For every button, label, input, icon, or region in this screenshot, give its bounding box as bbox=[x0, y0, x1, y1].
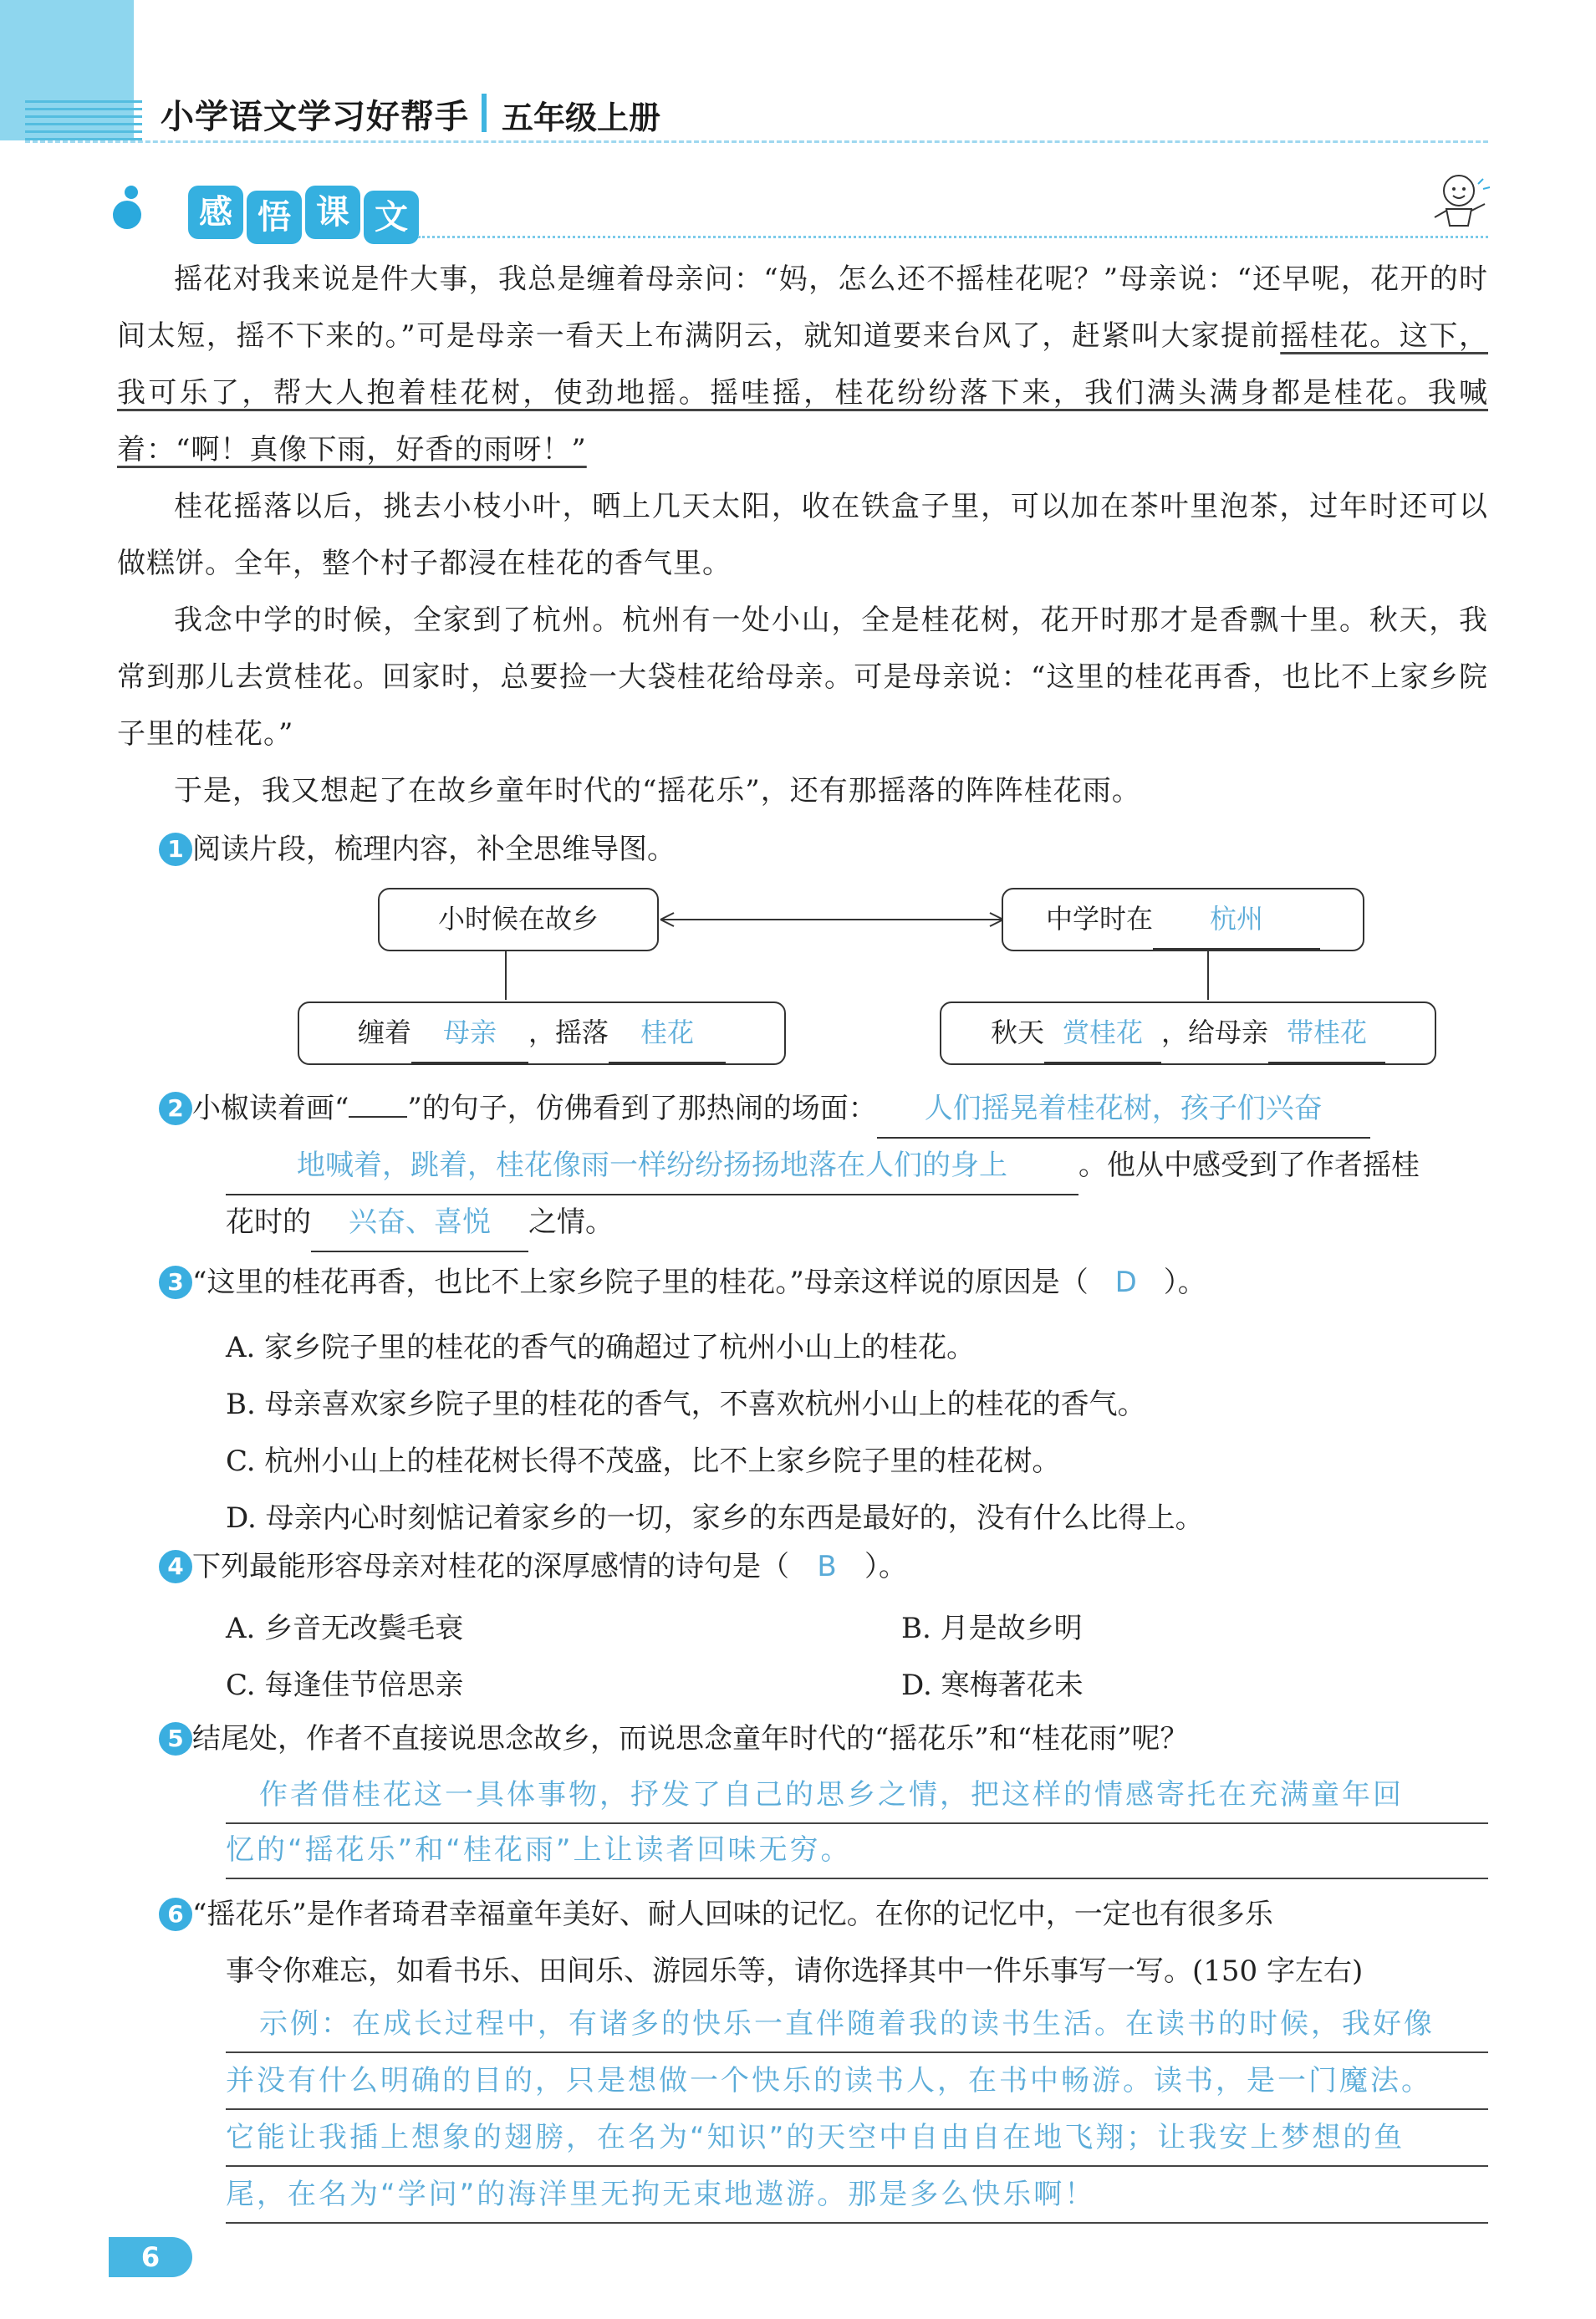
question-number: 6 bbox=[159, 1898, 192, 1931]
node-label: 小时候在故乡 bbox=[437, 903, 599, 935]
mind-map-node-childhood-detail bbox=[298, 1002, 786, 1065]
question-2-line-2 bbox=[226, 1137, 1488, 1195]
mind-map-node-childhood bbox=[378, 888, 659, 951]
option-c: C. 杭州小山上的桂花树长得不茂盛，比不上家乡院子里的桂花树。 bbox=[226, 1445, 1061, 1478]
answer-line: 忆的“摇花乐”和“桂花雨”上让读者回味无穷。 bbox=[226, 1822, 1488, 1879]
question-text: 。他从中感受到了作者摇桂 bbox=[1078, 1149, 1420, 1182]
node-label: 秋天 bbox=[990, 1017, 1044, 1048]
question-text: 花时的 bbox=[226, 1205, 311, 1239]
answer-blank: 地喊着，跳着，桂花像雨一样纷纷扬扬地落在人们的身上 bbox=[226, 1137, 1078, 1195]
answer-line: 并没有什么明确的目的，只是想做一个快乐的读书人，在书中畅游。读书，是一门魔法。 bbox=[226, 2053, 1488, 2110]
question-text: 事令你难忘，如看书乐、田间乐、游园乐等，请你选择其中一件乐事写一写。(150 字左右) bbox=[226, 1955, 1364, 1988]
question-5 bbox=[167, 1710, 1497, 1767]
node-label: 缠着 bbox=[357, 1017, 411, 1048]
option-b: B. 母亲喜欢家乡院子里的桂花的香气，不喜欢杭州小山上的桂花的香气。 bbox=[226, 1388, 1146, 1421]
answer-blank: 人们摇晃着桂花树，孩子们兴奋 bbox=[877, 1080, 1370, 1139]
page-number: 6 bbox=[109, 2237, 192, 2277]
question-2-line-3 bbox=[226, 1194, 1488, 1252]
answer-line: 作者借桂花这一具体事物，抒发了自己的思乡之情，把这样的情感寄托在充满童年回 bbox=[226, 1767, 1488, 1824]
paragraph-text: 摇花对我来说是件大事，我总是缠着母亲问：“妈，怎么还不摇桂花呢？”母亲说：“还早呢，花开的时间太短，摇不下来的。”可是母亲一看天上布满阴云，就知道要来台风了，赶紧叫大家提前 bbox=[117, 262, 1488, 353]
question-text: “这里的桂花再香，也比不上家乡院子里的桂花。”母亲这样说的原因是（ bbox=[192, 1266, 1089, 1299]
mind-map-node-middle-school bbox=[1002, 888, 1364, 951]
answer-blank: 桂花 bbox=[609, 1003, 726, 1063]
section-char: 课 bbox=[305, 186, 360, 239]
question-2 bbox=[167, 1080, 1497, 1139]
question-text: ）。 bbox=[864, 1550, 907, 1583]
option-a: A. 乡音无改鬓毛衰 bbox=[226, 1612, 464, 1645]
question-6 bbox=[167, 1886, 1497, 1943]
question-3 bbox=[167, 1254, 1497, 1311]
mind-map-node-autumn-detail bbox=[940, 1002, 1436, 1065]
node-label: ，摇落 bbox=[528, 1017, 609, 1048]
answer-blank: 赏桂花 bbox=[1044, 1003, 1161, 1063]
question-text: 阅读片段，梳理内容，补全思维导图。 bbox=[192, 833, 676, 866]
node-label: ，给母亲 bbox=[1161, 1017, 1269, 1048]
option-a: A. 家乡院子里的桂花的香气的确超过了杭州小山上的桂花。 bbox=[226, 1331, 976, 1364]
answer-choice: D bbox=[1114, 1266, 1137, 1299]
question-number: 3 bbox=[159, 1266, 192, 1299]
answer-blank: 杭州 bbox=[1153, 889, 1320, 950]
answer-blank: 母亲 bbox=[411, 1003, 528, 1063]
question-6-line-2 bbox=[226, 1943, 1488, 2000]
section-char: 文 bbox=[364, 191, 419, 244]
option-d: D. 寒梅著花未 bbox=[901, 1669, 1084, 1702]
option-c: C. 每逢佳节倍思亲 bbox=[226, 1669, 464, 1702]
question-text: 小椒读着画“ bbox=[192, 1092, 349, 1125]
question-text: ”的句子，仿佛看到了那热闹的场面： bbox=[407, 1092, 877, 1125]
question-number: 4 bbox=[159, 1550, 192, 1583]
option-b: B. 月是故乡明 bbox=[901, 1612, 1083, 1645]
question-number: 5 bbox=[159, 1722, 192, 1756]
question-text: 之情。 bbox=[528, 1205, 614, 1239]
question-4 bbox=[167, 1538, 1497, 1595]
answer-line: 它能让我插上想象的翅膀，在名为“知识”的天空中自由自在地飞翔；让我安上梦想的鱼 bbox=[226, 2110, 1488, 2167]
answer-blank bbox=[349, 1116, 407, 1118]
question-text: “摇花乐”是作者琦君幸福童年美好、耐人回味的记忆。在你的记忆中，一定也有很多乐 bbox=[192, 1898, 1273, 1931]
paragraph: 桂花摇落以后，挑去小枝小叶，晒上几天太阳，收在铁盒子里，可以加在茶叶里泡茶，过年时还可以做糕饼。全年，整个村子都浸在桂花的香气里。 bbox=[117, 490, 1488, 580]
question-text: ）。 bbox=[1163, 1266, 1206, 1299]
answer-choice: B bbox=[817, 1550, 837, 1583]
question-number: 2 bbox=[159, 1092, 192, 1125]
answer-line: 示例：在成长过程中，有诸多的快乐一直伴随着我的读书生活。在读书的时候，我好像 bbox=[226, 1996, 1488, 2053]
grade-label: 五年级上册 bbox=[502, 99, 661, 136]
node-label: 中学时在 bbox=[1045, 903, 1153, 935]
book-title: 小学语文学习好帮手 bbox=[161, 98, 469, 136]
option-d: D. 母亲内心时刻惦记着家乡的一切，家乡的东西是最好的，没有什么比得上。 bbox=[226, 1501, 1204, 1535]
paragraph: 于是，我又想起了在故乡童年时代的“摇花乐”，还有那摇落的阵阵桂花雨。 bbox=[174, 774, 1141, 808]
answer-blank: 带桂花 bbox=[1268, 1003, 1385, 1063]
answer-blank: 兴奋、喜悦 bbox=[311, 1194, 528, 1252]
paragraph: 我念中学的时候，全家到了杭州。杭州有一处小山，全是桂花树，花开时那才是香飘十里。秋天，我常到那儿去赏桂花。回家时，总要捡一大袋桂花给母亲。可是母亲说：“这里的桂花再香，也比不上家乡院子里的桂花。” bbox=[117, 604, 1488, 751]
underlined-sentence: 摇桂花。这下，我可乐了，帮大人抱着桂花树，使劲地摇。摇哇摇，桂花纷纷落下来，我们满头满身都是桂花。我喊着：“啊！真像下雨，好香的雨呀！” bbox=[117, 319, 1488, 466]
section-char: 悟 bbox=[247, 191, 302, 244]
question-text: 下列最能形容母亲对桂花的深厚感情的诗句是（ bbox=[192, 1550, 789, 1583]
question-number: 1 bbox=[159, 833, 192, 866]
question-text: 结尾处，作者不直接说思念故乡，而说思念童年时代的“摇花乐”和“桂花雨”呢？ bbox=[192, 1722, 1189, 1756]
answer-line: 尾，在名为“学问”的海洋里无拘无束地遨游。那是多么快乐啊！ bbox=[226, 2167, 1488, 2224]
section-char: 感 bbox=[188, 186, 243, 239]
